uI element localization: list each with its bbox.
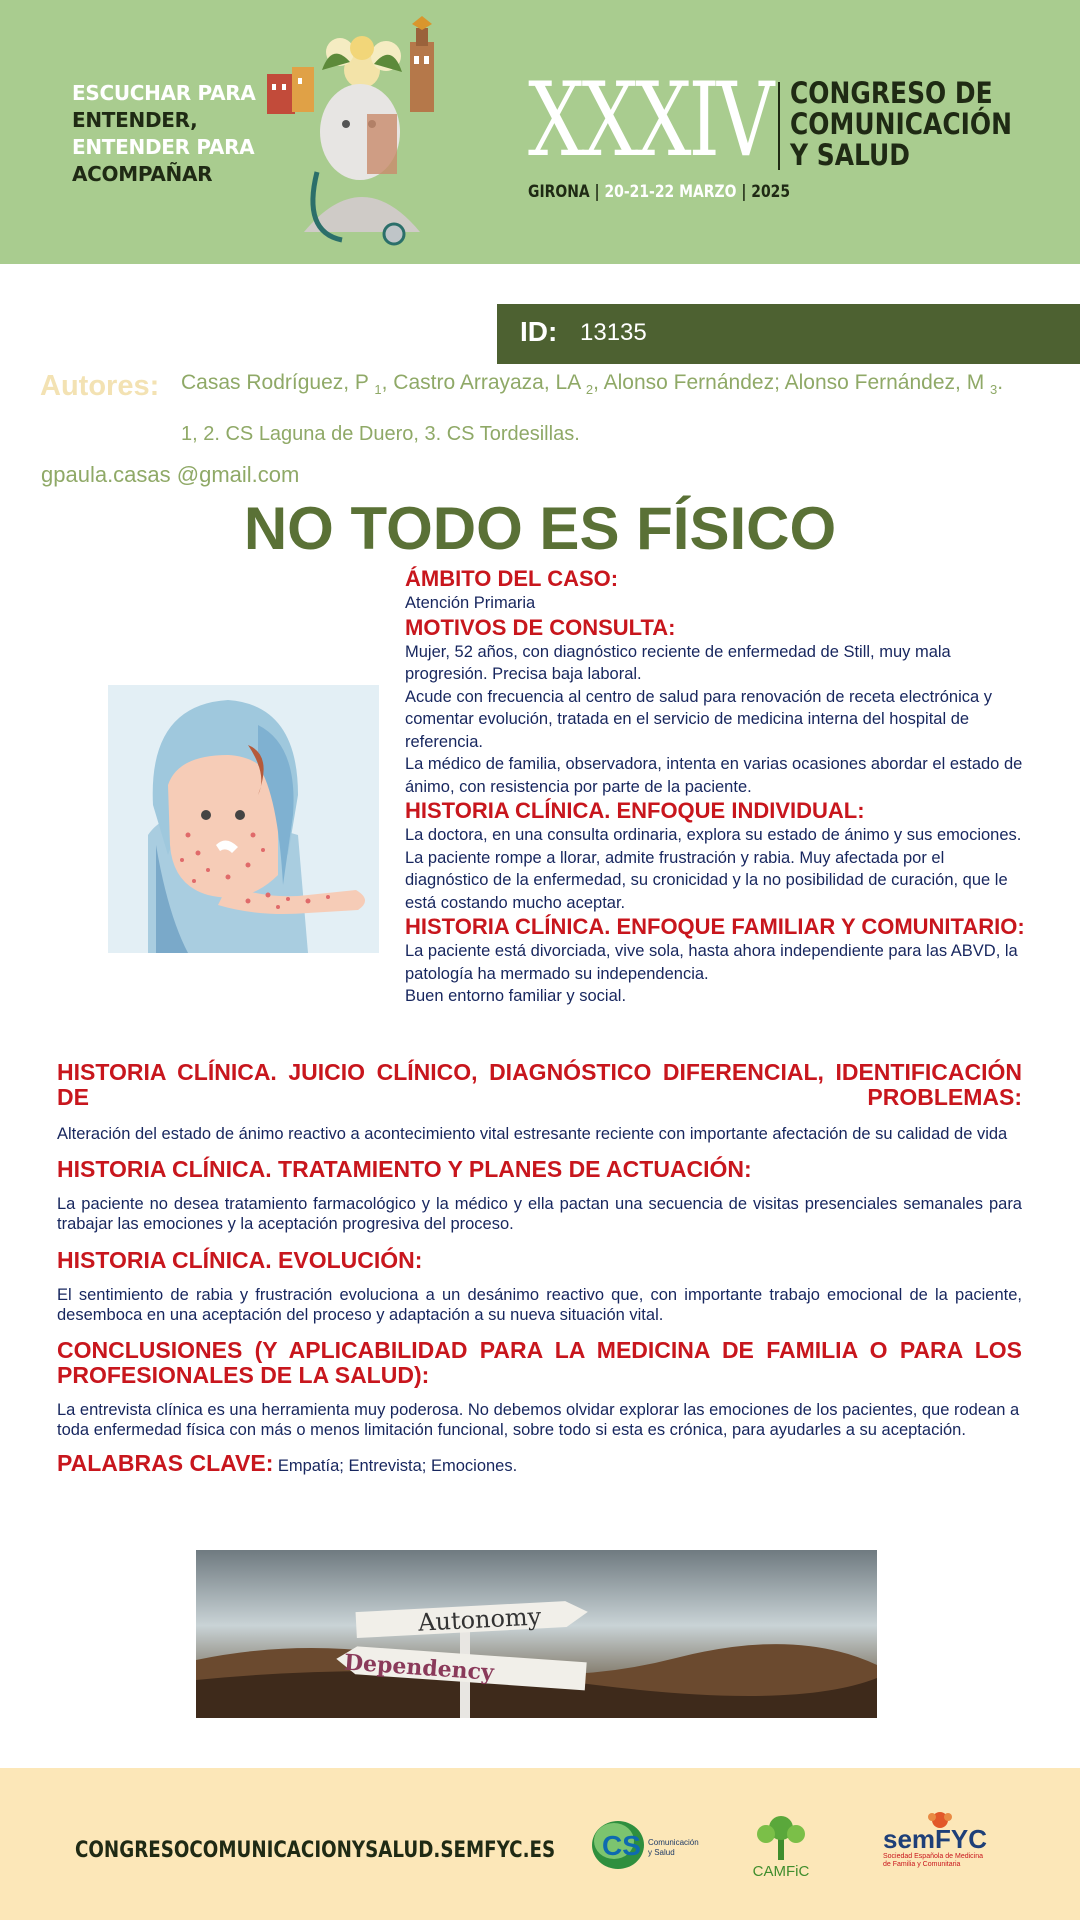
section-text: La doctora, en una consulta ordinaria, explora su estado de ánimo y sus emociones. La paciente rompe a llorar, admite frustración y rabia. Muy afectada por el diagnóstico de la enfermedad, su cronicidad y la no posibilidad de curación, que le está costando mucho aceptar. — [405, 826, 1022, 912]
section-heading: HISTORIA CLÍNICA. TRATAMIENTO Y PLANES DE ACTUACIÓN: — [57, 1155, 752, 1182]
section-heading: MOTIVOS DE CONSULTA: — [405, 614, 676, 640]
section-heading: CONCLUSIONES (Y APLICABILIDAD PARA LA MEDICINA DE FAMILIA O PARA LOS PROFESIONALES DE LA SALUD): — [57, 1336, 1022, 1388]
keywords-label: PALABRAS CLAVE: — [57, 1449, 274, 1476]
author-text: . — [997, 371, 1004, 394]
comunicacion-y-salud-logo — [590, 1815, 700, 1875]
section-text: Mujer, 52 años, con diagnóstico reciente de enfermedad de Still, muy mala progresión. Precisa baja laboral. — [405, 642, 951, 683]
section-heading: HISTORIA CLÍNICA. ENFOQUE FAMILIAR Y COMUNITARIO: — [405, 914, 1025, 939]
congress-dates: 20-21-22 MARZO — [604, 182, 737, 202]
section-heading: HISTORIA CLÍNICA. ENFOQUE INDIVIDUAL: — [405, 798, 865, 823]
slogan-line: ACOMPAÑAR — [72, 162, 213, 186]
id-value: 13135 — [580, 319, 647, 346]
author-text: Casas Rodríguez, P — [181, 371, 375, 394]
authors-list — [181, 371, 1041, 399]
section-heading: HISTORIA CLÍNICA. EVOLUCIÓN: — [57, 1246, 423, 1273]
patient-with-rash-illustration — [108, 685, 379, 953]
section-text: Alteración del estado de ánimo reactivo a acontecimiento vital estresante reciente con importante afectación de su calidad de vida — [57, 1125, 1008, 1143]
poster-title: NO TODO ES FÍSICO — [243, 495, 837, 562]
camfic-logo — [748, 1810, 814, 1890]
header-divider — [778, 82, 780, 170]
author-text: , Alonso Fernández; Alonso Fernández, M — [593, 371, 991, 394]
author-text: , Castro Arrayaza, LA — [381, 371, 586, 394]
cs-logo-line: Comunicación — [648, 1838, 699, 1847]
id-label: ID: — [520, 316, 558, 347]
congress-dateline: GIRONA | 20-21-22 MARZO | 2025 — [528, 182, 791, 202]
slogan-line: ESCUCHAR PARA — [72, 81, 256, 105]
congress-name-line: CONGRESO DE — [790, 76, 993, 110]
congress-edition-number: XXXIV — [528, 61, 772, 180]
section-heading: HISTORIA CLÍNICA. JUICIO CLÍNICO, DIAGNÓSTICO DIFERENCIAL, IDENTIFICACIÓN DE PROBLEMAS: — [57, 1059, 1022, 1110]
keywords-value: Empatía; Entrevista; Emociones. — [277, 1456, 518, 1475]
congress-name-line: COMUNICACIÓN — [790, 107, 1013, 141]
contact-email: gpaula.casas @gmail.com — [41, 462, 300, 487]
congress-year: 2025 — [751, 182, 791, 202]
affiliation-index: 1 — [374, 382, 382, 398]
semfyc-logo-subtext: de Familia y Comunitaria — [883, 1861, 961, 1868]
congress-website-url: CONGRESOCOMUNICACIONYSALUD.SEMFYC.ES — [75, 1838, 556, 1863]
authors-label: Autores: — [40, 370, 160, 402]
cs-logo-line: y Salud — [648, 1848, 675, 1857]
keywords-line — [57, 1451, 1022, 1477]
svg-text:CS: CS — [602, 1830, 641, 1861]
slogan-line: ENTENDER PARA — [72, 135, 255, 159]
section-text: La entrevista clínica es una herramienta muy poderosa. No debemos olvidar explorar las emociones de los pacientes, que rodean a toda enfermedad física con más o menos limitación funcional, sobre todo si esta es crónica, para ayudarles a su aceptación. — [57, 1400, 1020, 1439]
semfyc-logo — [880, 1810, 1010, 1870]
slogan-line: ENTENDER, — [72, 108, 198, 132]
case-details-column — [405, 566, 1028, 1008]
section-text: Acude con frecuencia al centro de salud para renovación de receta electrónica y comentar evolución, tratada en el servicio de medicina interna del hospital de referencia. — [405, 687, 993, 751]
section-text: El sentimiento de rabia y frustración evoluciona a un desánimo reactivo que, con importante trabajo emocional de la paciente, desemboca en una aceptación del proceso y adaptación a su nueva situación vital. — [57, 1285, 1022, 1324]
affiliation-index: 2 — [585, 382, 594, 398]
camfic-logo-text: CAMFiC — [752, 1863, 810, 1880]
case-sections-full-width — [57, 1060, 1022, 1476]
sign-dependency-text: Dependency — [343, 1649, 495, 1686]
sign-autonomy-text: Autonomy — [417, 1602, 542, 1637]
autonomy-dependency-sign-photo — [196, 1550, 877, 1718]
semfyc-logo-subtext: Sociedad Española de Medicina — [883, 1853, 984, 1860]
section-text: Buen entorno familiar y social. — [405, 987, 627, 1005]
section-text: La médico de familia, observadora, intenta en varias ocasiones abordar el estado de ánimo, con resistencia por parte de la paciente. — [405, 755, 1023, 796]
bust-with-flowers-illustration — [262, 12, 462, 252]
affiliation-index: 3 — [990, 382, 998, 398]
section-text: Atención Primaria — [405, 594, 536, 612]
congress-city: GIRONA — [528, 182, 590, 202]
congress-name-line: Y SALUD — [790, 138, 910, 172]
semfyc-logo-text: semFYC — [883, 1824, 988, 1854]
congress-slogan — [72, 80, 272, 188]
section-text: La paciente no desea tratamiento farmacológico y la médico y ella pactan una secuencia de visitas presenciales semanales para trabajar las emociones y la aceptación progresiva del proceso. — [57, 1194, 1022, 1233]
section-heading: ÁMBITO DEL CASO: — [405, 566, 619, 591]
section-text: La paciente está divorciada, vive sola, hasta ahora independiente para las ABVD, la patología ha mermado su independencia. — [405, 942, 1018, 983]
author-affiliations: 1, 2. CS Laguna de Duero, 3. CS Tordesillas. — [181, 423, 580, 445]
congress-name — [790, 78, 1012, 171]
